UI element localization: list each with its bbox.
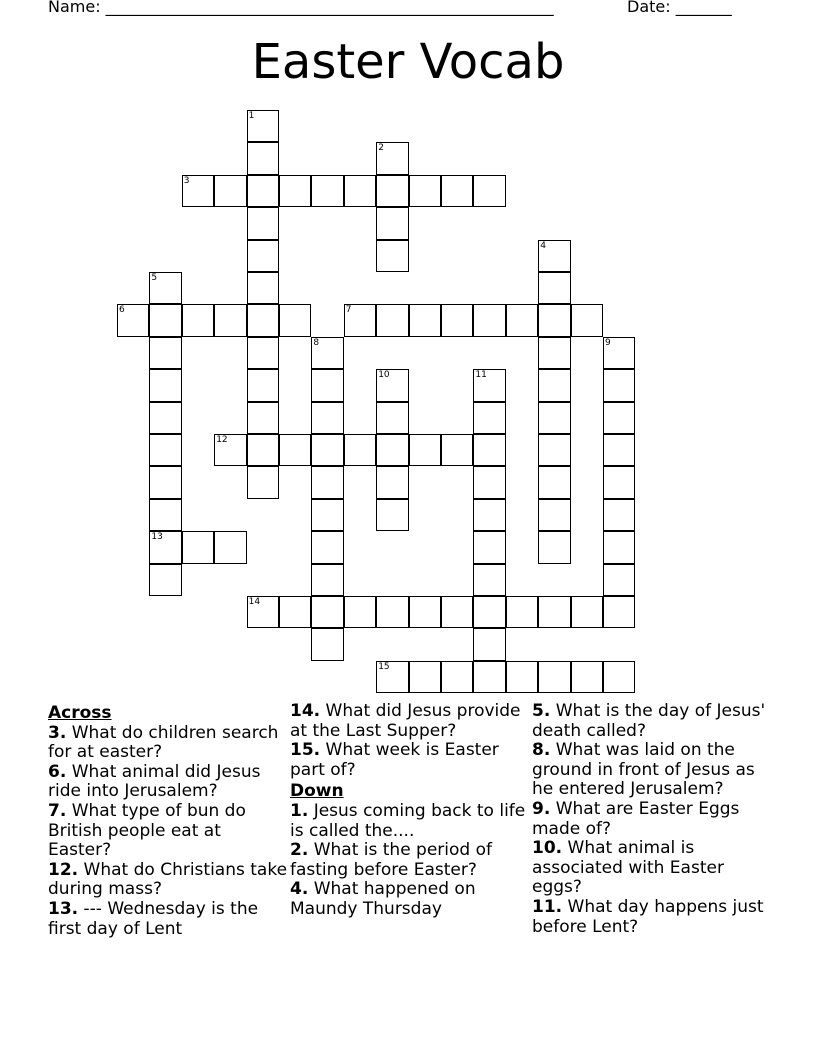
grid-cell[interactable] bbox=[214, 304, 246, 336]
grid-cell[interactable] bbox=[247, 596, 279, 628]
grid-cell[interactable] bbox=[247, 272, 279, 304]
grid-cell[interactable] bbox=[409, 661, 441, 693]
clue-number-12: 12 bbox=[216, 435, 228, 445]
clue-column-1 bbox=[48, 702, 288, 939]
grid-cell[interactable] bbox=[441, 661, 473, 693]
grid-cell[interactable] bbox=[571, 304, 603, 336]
clue-across-3: 3. What do children search for at easter? bbox=[48, 722, 279, 763]
grid-cell[interactable] bbox=[409, 434, 441, 466]
grid-cell[interactable] bbox=[149, 564, 181, 596]
grid-cell[interactable] bbox=[376, 240, 408, 272]
grid-cell[interactable] bbox=[506, 304, 538, 336]
grid-cell[interactable] bbox=[149, 466, 181, 498]
clue-number-2: 2 bbox=[378, 143, 384, 154]
grid-cell[interactable] bbox=[247, 434, 279, 466]
grid-cell[interactable] bbox=[473, 466, 505, 498]
clue-number-14: 14 bbox=[248, 597, 261, 607]
clue-across-12: 12. What do Christians take during mass? bbox=[48, 859, 288, 900]
clue-number-7: 7 bbox=[345, 305, 352, 316]
grid-cell[interactable] bbox=[473, 402, 505, 434]
grid-cell[interactable] bbox=[603, 661, 635, 693]
grid-cell[interactable] bbox=[473, 564, 505, 596]
grid-cell[interactable] bbox=[149, 434, 181, 466]
grid-cell[interactable] bbox=[149, 531, 181, 563]
grid-cell[interactable] bbox=[311, 531, 343, 563]
clue-down-8: 8. What was laid on the ground in front of Jesus as he entered Jerusalem? bbox=[532, 740, 755, 800]
grid-cell[interactable] bbox=[441, 175, 473, 207]
grid-cell[interactable] bbox=[538, 499, 570, 531]
clue-across-13: 13. --- Wednesday is the first day of Lent bbox=[48, 898, 259, 939]
grid-cell[interactable] bbox=[473, 175, 505, 207]
grid-cell[interactable] bbox=[409, 175, 441, 207]
grid-cell[interactable] bbox=[376, 466, 408, 498]
grid-cell[interactable] bbox=[603, 596, 635, 628]
grid-cell[interactable] bbox=[247, 369, 279, 401]
clue-number-1: 1 bbox=[248, 111, 255, 121]
grid-cell[interactable] bbox=[441, 596, 473, 628]
clue-down-11: 11. What day happens just before Lent? bbox=[532, 896, 764, 937]
grid-cell[interactable] bbox=[182, 531, 214, 563]
grid-cell[interactable] bbox=[473, 628, 505, 660]
grid-cell[interactable] bbox=[441, 304, 473, 336]
grid-cell[interactable] bbox=[214, 175, 246, 207]
clue-number-9: 9 bbox=[605, 337, 611, 348]
grid-cell[interactable] bbox=[182, 304, 214, 336]
grid-cell[interactable] bbox=[376, 499, 408, 531]
clue-across-6: 6. What animal did Jesus ride into Jerusalem? bbox=[48, 761, 261, 802]
grid-cell[interactable] bbox=[538, 531, 570, 563]
grid-cell[interactable] bbox=[473, 596, 505, 628]
grid-cell[interactable] bbox=[538, 661, 570, 693]
down-heading: Down bbox=[290, 781, 344, 802]
grid-cell[interactable] bbox=[603, 499, 635, 531]
grid-cell[interactable] bbox=[603, 369, 635, 401]
grid-cell[interactable] bbox=[311, 628, 343, 660]
clue-across-14: 14. What did Jesus provide at the Last Supper? bbox=[290, 701, 521, 741]
grid-cell[interactable] bbox=[311, 434, 343, 466]
grid-cell[interactable] bbox=[311, 564, 343, 596]
grid-cell[interactable] bbox=[149, 499, 181, 531]
grid-cell[interactable] bbox=[344, 434, 376, 466]
grid-cell[interactable] bbox=[473, 304, 505, 336]
clue-column-3 bbox=[532, 702, 772, 937]
grid-cell[interactable] bbox=[279, 304, 311, 336]
grid-cell[interactable] bbox=[538, 434, 570, 466]
grid-cell[interactable] bbox=[344, 175, 376, 207]
grid-cell[interactable] bbox=[409, 304, 441, 336]
grid-cell[interactable] bbox=[311, 337, 343, 369]
grid-cell[interactable] bbox=[376, 434, 408, 466]
grid-cell[interactable] bbox=[279, 596, 311, 628]
grid-cell[interactable] bbox=[506, 596, 538, 628]
grid-cell[interactable] bbox=[279, 434, 311, 466]
grid-cell[interactable] bbox=[311, 402, 343, 434]
grid-cell[interactable] bbox=[311, 596, 343, 628]
grid-cell[interactable] bbox=[247, 466, 279, 498]
grid-cell[interactable] bbox=[538, 369, 570, 401]
date-field-label: Date: _______ bbox=[627, 0, 732, 16]
grid-cell[interactable] bbox=[376, 661, 408, 693]
grid-cell[interactable] bbox=[149, 402, 181, 434]
clue-across-7: 7. What type of bun do British people eat at Easter? bbox=[48, 800, 246, 861]
page-title: Easter Vocab bbox=[251, 34, 565, 90]
clue-down-4: 4. What happened on Maundy Thursday bbox=[290, 879, 476, 919]
grid-cell[interactable] bbox=[247, 304, 279, 336]
clue-down-1: 1. Jesus coming back to life is called the.... bbox=[290, 800, 526, 841]
grid-cell[interactable] bbox=[376, 175, 408, 207]
grid-cell[interactable] bbox=[311, 499, 343, 531]
grid-cell[interactable] bbox=[279, 175, 311, 207]
clue-column-2 bbox=[290, 702, 530, 920]
grid-cell[interactable] bbox=[182, 175, 214, 207]
clue-down-2: 2. What is the period of fasting before Easter? bbox=[290, 840, 493, 880]
clue-across-15: 15. What week is Easter part of? bbox=[290, 740, 499, 780]
grid-cell[interactable] bbox=[603, 564, 635, 596]
grid-cell[interactable] bbox=[376, 596, 408, 628]
grid-cell[interactable] bbox=[311, 175, 343, 207]
grid-cell[interactable] bbox=[214, 531, 246, 563]
grid-cell[interactable] bbox=[603, 337, 635, 369]
grid-cell[interactable] bbox=[473, 499, 505, 531]
grid-cell[interactable] bbox=[311, 369, 343, 401]
grid-cell[interactable] bbox=[538, 466, 570, 498]
grid-cell[interactable] bbox=[538, 337, 570, 369]
grid-cell[interactable] bbox=[538, 240, 570, 272]
grid-cell[interactable] bbox=[571, 661, 603, 693]
grid-cell[interactable] bbox=[473, 661, 505, 693]
name-field-label: Name: ________________________________________________________ bbox=[48, 0, 554, 16]
grid-cell[interactable] bbox=[376, 142, 408, 174]
grid-cell[interactable] bbox=[376, 304, 408, 336]
grid-cell[interactable] bbox=[149, 304, 181, 336]
grid-cell[interactable] bbox=[149, 272, 181, 304]
across-heading: Across bbox=[48, 703, 112, 723]
grid-cell[interactable] bbox=[247, 337, 279, 369]
clue-down-9: 9. What are Easter Eggs made of? bbox=[532, 798, 740, 839]
grid-cell[interactable] bbox=[311, 466, 343, 498]
grid-cell[interactable] bbox=[603, 434, 635, 466]
grid-cell[interactable] bbox=[441, 434, 473, 466]
grid-cell[interactable] bbox=[538, 596, 570, 628]
grid-cell[interactable] bbox=[473, 434, 505, 466]
grid-cell[interactable] bbox=[506, 661, 538, 693]
grid-cell[interactable] bbox=[603, 402, 635, 434]
grid-cell[interactable] bbox=[473, 369, 505, 401]
grid-cell[interactable] bbox=[149, 369, 181, 401]
grid-cell[interactable] bbox=[603, 531, 635, 563]
clue-number-6: 6 bbox=[119, 305, 125, 316]
grid-cell[interactable] bbox=[247, 240, 279, 272]
grid-cell[interactable] bbox=[376, 402, 408, 434]
grid-cell[interactable] bbox=[409, 596, 441, 628]
clue-number-11: 11 bbox=[475, 370, 487, 381]
clue-number-4: 4 bbox=[540, 240, 546, 251]
clue-number-8: 8 bbox=[313, 337, 320, 348]
clue-number-3: 3 bbox=[183, 175, 190, 186]
clue-down-5: 5. What is the day of Jesus' death called? bbox=[532, 701, 766, 741]
grid-cell[interactable] bbox=[247, 402, 279, 434]
clue-number-13: 13 bbox=[151, 532, 163, 543]
grid-cell[interactable] bbox=[538, 272, 570, 304]
grid-cell[interactable] bbox=[538, 304, 570, 336]
grid-cell[interactable] bbox=[247, 207, 279, 239]
clue-number-10: 10 bbox=[378, 370, 390, 381]
grid-cell[interactable] bbox=[571, 596, 603, 628]
grid-cell[interactable] bbox=[376, 369, 408, 401]
grid-cell[interactable] bbox=[214, 434, 246, 466]
clue-number-5: 5 bbox=[151, 273, 158, 283]
grid-cell[interactable] bbox=[247, 110, 279, 142]
grid-cell[interactable] bbox=[247, 175, 279, 207]
grid-cell[interactable] bbox=[603, 466, 635, 498]
clue-down-10: 10. What animal is associated with Easter eggs? bbox=[532, 838, 724, 898]
grid-cell[interactable] bbox=[538, 402, 570, 434]
clue-number-15: 15 bbox=[378, 661, 390, 672]
grid-cell[interactable] bbox=[117, 304, 149, 336]
grid-cell[interactable] bbox=[473, 531, 505, 563]
grid-cell[interactable] bbox=[344, 596, 376, 628]
grid-cell[interactable] bbox=[149, 337, 181, 369]
grid-cell[interactable] bbox=[376, 207, 408, 239]
grid-cell[interactable] bbox=[247, 142, 279, 174]
grid-cell[interactable] bbox=[344, 304, 376, 336]
